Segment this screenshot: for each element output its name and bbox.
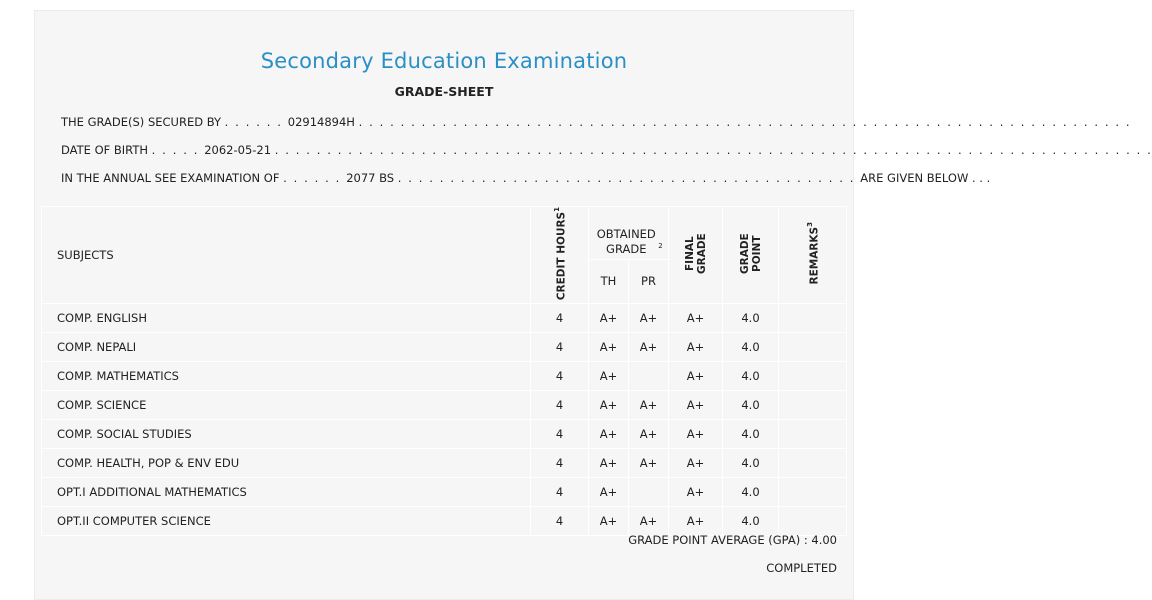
dob-line bbox=[61, 143, 1152, 157]
remarks-cell bbox=[779, 507, 847, 536]
grade-point-cell: 4.0 bbox=[723, 304, 779, 333]
pr-grade-cell bbox=[629, 362, 669, 391]
grade-sheet-heading: GRADE-SHEET bbox=[394, 84, 494, 99]
dob-value: 2062-05-21 bbox=[204, 143, 272, 157]
pr-grade-cell: A+ bbox=[629, 333, 669, 362]
footnote-2: 2 bbox=[658, 241, 663, 250]
grade-point-cell: 4.0 bbox=[723, 507, 779, 536]
remarks-header bbox=[779, 207, 847, 304]
final-grade-header bbox=[669, 207, 723, 304]
final-grade-cell: A+ bbox=[669, 391, 723, 420]
pr-grade-cell: A+ bbox=[629, 507, 669, 536]
exam-suffix: ARE GIVEN BELOW . . . bbox=[860, 171, 991, 185]
table-row bbox=[42, 333, 847, 362]
table-row bbox=[42, 362, 847, 391]
gpa-line bbox=[628, 533, 837, 547]
dots: . . . . . . bbox=[224, 115, 288, 129]
pr-grade-cell: A+ bbox=[629, 391, 669, 420]
remarks-cell bbox=[779, 420, 847, 449]
pr-grade-cell bbox=[629, 478, 669, 507]
th-grade-cell: A+ bbox=[589, 391, 629, 420]
dots: . . . . . . . . . . . . . . . . . . . . . . . . . . . . . . . . . . . . . . . . . . . . . . . . . . . . . . . . . . . . . . . . . . . . . . . . . . . . . . . . . . . . bbox=[274, 143, 1152, 157]
dots: . . . . . . . . . . . . . . . . . . . . . . . . . . . . . . . . . . . . . . . . . . . . . . . . . . . . . . . . . . . . . . . . . . . . . . . . . . bbox=[358, 115, 1132, 129]
credit-hours-cell: 4 bbox=[531, 304, 589, 333]
subject-cell: OPT.II COMPUTER SCIENCE bbox=[42, 507, 531, 536]
dots: . . . . . . . . . . . . . . . . . . . . . . . . . . . . . . . . . . . . . . . . . . . . bbox=[397, 171, 861, 185]
remarks-cell bbox=[779, 362, 847, 391]
final-grade-label: FINAL GRADE bbox=[683, 233, 708, 274]
grade-point-cell: 4.0 bbox=[723, 449, 779, 478]
gpa-label: GRADE POINT AVERAGE (GPA) : bbox=[628, 533, 808, 547]
remarks-cell bbox=[779, 333, 847, 362]
credit-hours-cell: 4 bbox=[531, 333, 589, 362]
footnote-1: 1 bbox=[553, 207, 562, 212]
pr-header: PR bbox=[629, 259, 669, 303]
subject-cell: COMP. HEALTH, POP & ENV EDU bbox=[42, 449, 531, 478]
pr-grade-cell: A+ bbox=[629, 420, 669, 449]
th-grade-cell: A+ bbox=[589, 304, 629, 333]
exam-title: Secondary Education Examination bbox=[260, 49, 628, 73]
grade-point-cell: 4.0 bbox=[723, 333, 779, 362]
credit-hours-cell: 4 bbox=[531, 362, 589, 391]
pr-grade-cell: A+ bbox=[629, 304, 669, 333]
credit-hours-cell: 4 bbox=[531, 478, 589, 507]
table-row bbox=[42, 507, 847, 536]
grade-point-cell: 4.0 bbox=[723, 420, 779, 449]
grade-sheet bbox=[34, 10, 1152, 600]
secured-by-line bbox=[61, 115, 1131, 129]
obtained-grade-label: OBTAINED GRADE bbox=[596, 226, 656, 256]
th-grade-cell: A+ bbox=[589, 507, 629, 536]
final-grade-cell: A+ bbox=[669, 362, 723, 391]
credit-hours-cell: 4 bbox=[531, 391, 589, 420]
subject-cell: COMP. SCIENCE bbox=[42, 391, 531, 420]
table-row bbox=[42, 449, 847, 478]
remarks-label: REMARKS bbox=[808, 227, 821, 285]
grade-point-cell: 4.0 bbox=[723, 362, 779, 391]
result-status: COMPLETED bbox=[766, 561, 837, 575]
table-row bbox=[42, 478, 847, 507]
remarks-cell bbox=[779, 478, 847, 507]
subject-cell: OPT.I ADDITIONAL MATHEMATICS bbox=[42, 478, 531, 507]
table-row bbox=[42, 391, 847, 420]
footnote-3: 3 bbox=[806, 222, 815, 228]
credit-hours-header bbox=[531, 207, 589, 304]
subjects-header: SUBJECTS bbox=[42, 207, 531, 304]
th-grade-cell: A+ bbox=[589, 362, 629, 391]
th-grade-cell: A+ bbox=[589, 478, 629, 507]
subject-cell: COMP. SOCIAL STUDIES bbox=[42, 420, 531, 449]
obtained-grade-header bbox=[589, 207, 669, 260]
final-grade-cell: A+ bbox=[669, 333, 723, 362]
pr-grade-cell: A+ bbox=[629, 449, 669, 478]
dots: . . . . . bbox=[151, 143, 205, 157]
final-grade-cell: A+ bbox=[669, 304, 723, 333]
th-grade-cell: A+ bbox=[589, 420, 629, 449]
table-row bbox=[42, 304, 847, 333]
grades-table bbox=[41, 206, 847, 536]
credit-hours-cell: 4 bbox=[531, 420, 589, 449]
final-grade-cell: A+ bbox=[669, 420, 723, 449]
final-grade-cell: A+ bbox=[669, 478, 723, 507]
grade-point-cell: 4.0 bbox=[723, 391, 779, 420]
th-grade-cell: A+ bbox=[589, 333, 629, 362]
credit-hours-label: CREDIT HOURS bbox=[555, 211, 568, 301]
grade-point-header bbox=[723, 207, 779, 304]
gpa-value: 4.00 bbox=[811, 533, 837, 547]
final-grade-cell: A+ bbox=[669, 449, 723, 478]
exam-label: IN THE ANNUAL SEE EXAMINATION OF bbox=[61, 171, 280, 185]
remarks-cell bbox=[779, 391, 847, 420]
final-grade-cell: A+ bbox=[669, 507, 723, 536]
th-grade-cell: A+ bbox=[589, 449, 629, 478]
exam-line bbox=[61, 171, 990, 185]
symbol-number: 02914894H bbox=[287, 115, 355, 129]
remarks-cell bbox=[779, 449, 847, 478]
secured-by-label: THE GRADE(S) SECURED BY bbox=[61, 115, 222, 129]
table-row bbox=[42, 420, 847, 449]
credit-hours-cell: 4 bbox=[531, 507, 589, 536]
dots: . . . . . . bbox=[283, 171, 347, 185]
subject-cell: COMP. MATHEMATICS bbox=[42, 362, 531, 391]
dob-label: DATE OF BIRTH bbox=[61, 143, 149, 157]
credit-hours-cell: 4 bbox=[531, 449, 589, 478]
subject-cell: COMP. ENGLISH bbox=[42, 304, 531, 333]
grade-point-label: GRADE POINT bbox=[738, 233, 763, 274]
grade-point-cell: 4.0 bbox=[723, 478, 779, 507]
subject-cell: COMP. NEPALI bbox=[42, 333, 531, 362]
exam-year: 2077 BS bbox=[346, 171, 395, 185]
remarks-cell bbox=[779, 304, 847, 333]
th-header: TH bbox=[589, 259, 629, 303]
